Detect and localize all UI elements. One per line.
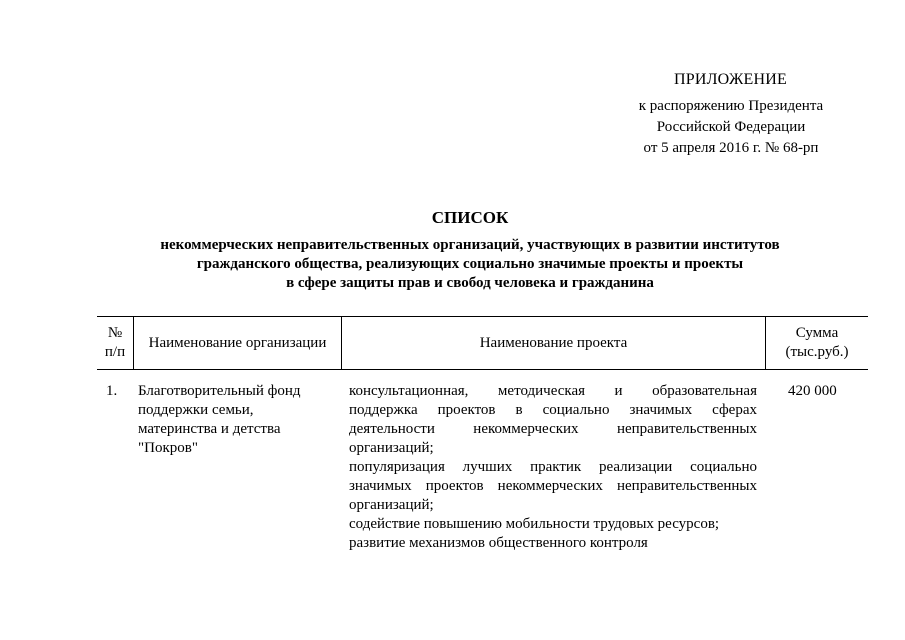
organization-line: поддержки семьи, [138, 402, 254, 418]
organization-line: "Покров" [138, 440, 198, 456]
document-subheading [90, 236, 850, 293]
header-amount-line: Сумма [795, 325, 839, 341]
header-organization-label: Наименование организации [148, 334, 327, 351]
project-line: организаций; [349, 497, 434, 513]
project-line: популяризация лучших практик реализации социально [349, 459, 757, 475]
row-organization [138, 382, 338, 458]
project-line: поддержка проектов в социально значимых сферах [349, 402, 757, 418]
document-heading: СПИСОК [431, 208, 509, 227]
row-project [349, 382, 757, 553]
organization-line: Благотворительный фонд [138, 383, 301, 399]
project-line: консультационная, методическая и образовательная [349, 383, 757, 399]
table-header-bottom-border [97, 369, 868, 370]
header-number [97, 317, 133, 369]
organization-line: материнства и детства [138, 421, 281, 437]
project-line: содействие повышению мобильности трудовых ресурсов; [349, 516, 720, 532]
row-number: 1. [106, 383, 118, 399]
header-project [342, 317, 765, 369]
header-organization [134, 317, 341, 369]
appendix-reference [600, 96, 862, 159]
project-line: развитие механизмов общественного контроля [349, 535, 648, 551]
subheading-line: гражданского общества, реализующих социально значимые проекты и проекты [196, 256, 744, 272]
subheading-line: в сфере защиты прав и свобод человека и гражданина [286, 275, 654, 291]
header-number-line: № [107, 325, 123, 341]
project-line: значимых проектов некоммерческих неправительственных [349, 478, 757, 494]
subheading-line: некоммерческих неправительственных организаций, участвующих в развитии институтов [160, 237, 780, 253]
header-project-label: Наименование проекта [479, 334, 628, 351]
appendix-reference-line: от 5 апреля 2016 г. № 68-рп [643, 140, 819, 156]
project-line: организаций; [349, 440, 434, 456]
appendix-reference-line: к распоряжению Президента [638, 98, 824, 114]
appendix-reference-line: Российской Федерации [656, 119, 806, 135]
header-number-line: п/п [104, 344, 126, 360]
header-amount-line: (тыс.руб.) [785, 344, 849, 360]
appendix-title: ПРИЛОЖЕНИЕ [674, 71, 788, 88]
header-amount [766, 317, 868, 369]
row-amount: 420 000 [788, 383, 837, 399]
project-line: деятельности некоммерческих неправительственных [349, 421, 757, 437]
